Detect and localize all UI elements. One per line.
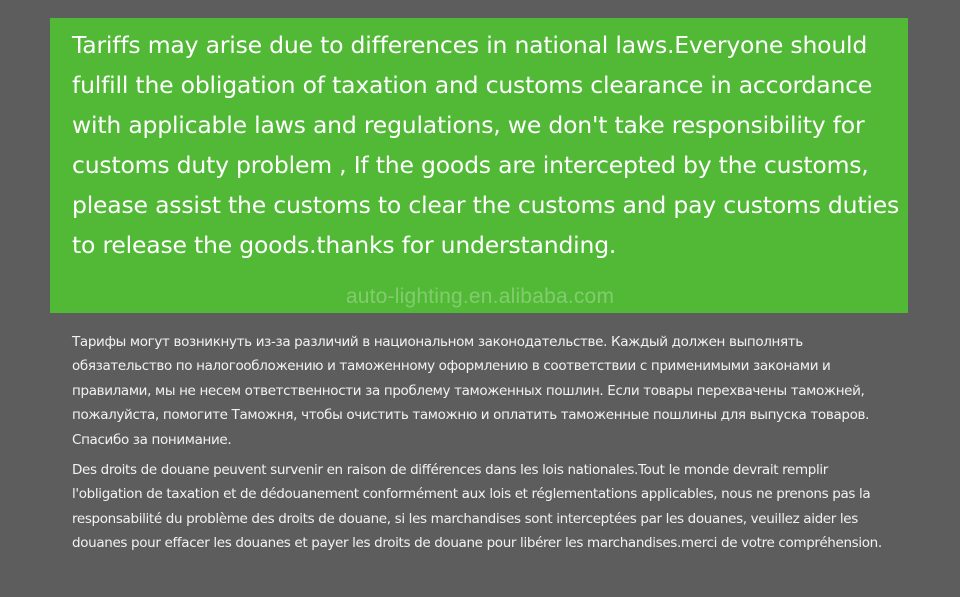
customs-notice-box: [50, 18, 908, 313]
store-watermark: auto-lighting.en.alibaba.com: [345, 285, 615, 308]
russian-translation-text: Тарифы могут возникнуть из-за различий в национальном законодательстве. Каждый должен выполнять обязательство по налогообложению и таможенному оформлению в соответствии с применимыми законами и правилами, мы не несем ответственности за проблему таможенных пошлин. Если товары перехвачены таможней, пожалуйста, помогите Таможня, чтобы очистить таможню и оплатить таможенные пошлины для выпуска товаров. Спасибо за понимание.: [72, 334, 870, 448]
english-notice-text: Tariffs may arise due to differences in national laws.Everyone should fulfill the obligation of taxation and customs clearance in accordance with applicable laws and regulations, we don't take responsibility for customs duty problem , If the goods are intercepted by the customs, please assist the customs to clear the customs and pay customs duties to release the goods.thanks for understanding.: [72, 31, 899, 259]
french-translation-text: Des droits de douane peuvent survenir en raison de différences dans les lois nationales.Tout le monde devrait remplir l'obligation de taxation et de dédouanement conformément aux lois et réglementations applicables, nous ne prenons pas la responsabilité du problème des droits de douane, si les marchandises sont interceptées par les douanes, veuillez aider les douanes pour effacer les douanes et payer les droits de douane pour libérer les marchandises.merci de votre compréhension.: [72, 462, 882, 552]
